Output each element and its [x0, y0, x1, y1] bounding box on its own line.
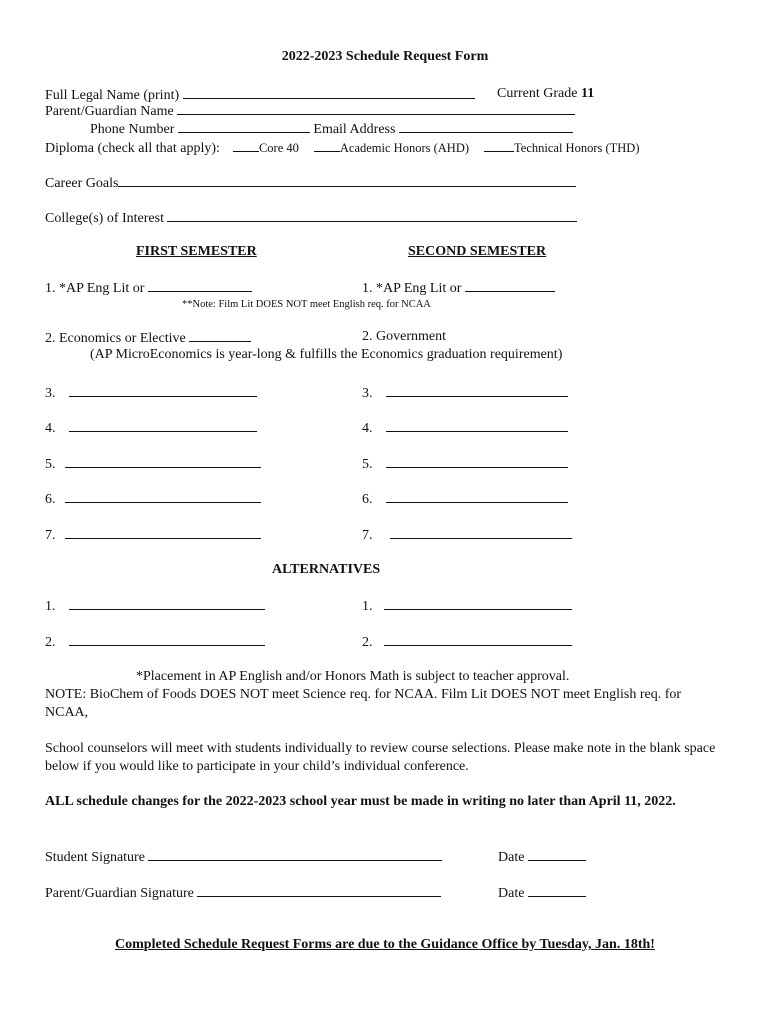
parent-name-row	[45, 101, 575, 121]
student-signature-label: Student Signature	[45, 850, 145, 865]
due-date-footer: Completed Schedule Request Forms are due to the Guidance Office by Tuesday, Jan. 18th!	[115, 937, 655, 952]
parent-name-label: Parent/Guardian Name	[45, 104, 174, 119]
second-course-4-number: 4.	[362, 421, 373, 436]
first-course-5-field[interactable]	[65, 454, 261, 468]
second-semester-heading: SECOND SEMESTER	[408, 244, 547, 259]
first-course-5	[45, 454, 261, 474]
alternative-second-2-field[interactable]	[384, 632, 572, 646]
diploma-option-thd: Technical Honors (THD)	[514, 141, 640, 155]
first-course-1	[45, 278, 252, 298]
first-course-7-field[interactable]	[65, 525, 261, 539]
email-field[interactable]	[399, 119, 573, 133]
first-course-2-label: 2. Economics or Elective	[45, 331, 186, 346]
first-course-4	[45, 418, 257, 438]
second-course-5-number: 5.	[362, 457, 373, 472]
second-course-6-field[interactable]	[386, 489, 568, 503]
full-name-label: Full Legal Name (print)	[45, 88, 180, 103]
diploma-label: Diploma (check all that apply):	[45, 141, 220, 156]
second-course-7-number: 7.	[362, 528, 373, 543]
current-grade-label: Current Grade	[497, 86, 578, 101]
colleges-row	[45, 208, 577, 228]
second-course-6-number: 6.	[362, 492, 373, 507]
alternative-second-1	[362, 596, 572, 616]
diploma-ahd-check[interactable]	[314, 138, 340, 152]
first-course-3	[45, 383, 257, 403]
alternative-second-1-field[interactable]	[384, 596, 572, 610]
career-goals-label: Career Goals	[45, 176, 119, 191]
student-signature-row	[45, 847, 442, 867]
second-course-3-number: 3.	[362, 386, 373, 401]
parent-signature-row	[45, 883, 441, 903]
second-course-1-field[interactable]	[465, 278, 555, 292]
first-course-2-field[interactable]	[189, 328, 251, 342]
second-course-5	[362, 454, 568, 474]
first-course-7	[45, 525, 261, 545]
parent-date-field[interactable]	[528, 883, 586, 897]
counselor-note: School counselors will meet with students individually to review course selections. Please make note in the blank space below if you would like to participate in your child’s individual conference.	[45, 741, 716, 774]
alternative-first-2-field[interactable]	[69, 632, 265, 646]
second-course-7-field[interactable]	[390, 525, 572, 539]
second-course-7	[362, 525, 572, 545]
first-course-4-field[interactable]	[69, 418, 257, 432]
economics-note: (AP MicroEconomics is year-long & fulfills the Economics graduation requirement)	[90, 347, 563, 362]
first-course-6-field[interactable]	[65, 489, 261, 503]
deadline-note: ALL schedule changes for the 2022-2023 school year must be made in writing no later than April 11, 2022.	[45, 794, 676, 809]
phone-label: Phone Number	[90, 122, 175, 137]
first-course-3-number: 3.	[45, 386, 56, 401]
first-course-1-label: 1. *AP Eng Lit or	[45, 281, 145, 296]
alternative-second-1-number: 1.	[362, 599, 373, 614]
student-date-row	[498, 847, 586, 867]
second-course-4-field[interactable]	[386, 418, 568, 432]
diploma-option-ahd: Academic Honors (AHD)	[339, 141, 470, 155]
first-course-6-number: 6.	[45, 492, 56, 507]
parent-date-row	[498, 883, 586, 903]
alternative-first-1-field[interactable]	[69, 596, 265, 610]
first-course-5-number: 5.	[45, 457, 56, 472]
student-date-field[interactable]	[528, 847, 586, 861]
first-course-7-number: 7.	[45, 528, 56, 543]
form-title: 2022-2023 Schedule Request Form	[281, 49, 489, 64]
second-course-1	[362, 278, 555, 298]
parent-signature-field[interactable]	[197, 883, 441, 897]
second-course-6	[362, 489, 568, 509]
current-grade-value: 11	[580, 86, 595, 101]
colleges-label: College(s) of Interest	[45, 211, 164, 226]
first-course-6	[45, 489, 261, 509]
career-goals-row	[45, 173, 576, 193]
alternative-first-2-number: 2.	[45, 635, 56, 650]
first-semester-heading: FIRST SEMESTER	[136, 244, 257, 259]
phone-field[interactable]	[178, 119, 310, 133]
parent-signature-label: Parent/Guardian Signature	[45, 886, 194, 901]
placement-note: *Placement in AP English and/or Honors Math is subject to teacher approval.	[136, 669, 570, 684]
second-course-3	[362, 383, 568, 403]
alternative-first-1-number: 1.	[45, 599, 56, 614]
second-course-3-field[interactable]	[386, 383, 568, 397]
diploma-option-core40: Core 40	[258, 141, 299, 155]
student-date-label: Date	[498, 850, 525, 865]
career-goals-field[interactable]	[118, 173, 576, 187]
diploma-row	[45, 138, 640, 158]
student-signature-field[interactable]	[148, 847, 442, 861]
full-name-field[interactable]	[183, 85, 475, 99]
first-course-4-number: 4.	[45, 421, 56, 436]
colleges-field[interactable]	[167, 208, 577, 222]
film-lit-note: **Note: Film Lit DOES NOT meet English req. for NCAA	[182, 299, 431, 310]
email-label: Email Address	[313, 122, 396, 137]
alternative-second-2	[362, 632, 572, 652]
first-course-1-field[interactable]	[148, 278, 252, 292]
second-course-5-field[interactable]	[386, 454, 568, 468]
alternative-second-2-number: 2.	[362, 635, 373, 650]
first-course-3-field[interactable]	[69, 383, 257, 397]
parent-date-label: Date	[498, 886, 525, 901]
alternative-first-2	[45, 632, 265, 652]
alternative-first-1	[45, 596, 265, 616]
second-course-4	[362, 418, 568, 438]
second-course-1-label: 1. *AP Eng Lit or	[362, 281, 462, 296]
second-course-2: 2. Government	[362, 329, 446, 344]
ncaa-note: NOTE: BioChem of Foods DOES NOT meet Science req. for NCAA. Film Lit DOES NOT meet English req. for NCAA,	[45, 687, 682, 720]
phone-row	[90, 119, 573, 139]
first-course-2	[45, 328, 251, 348]
diploma-core40-check[interactable]	[233, 138, 259, 152]
parent-name-field[interactable]	[177, 101, 575, 115]
alternatives-heading: ALTERNATIVES	[272, 562, 381, 577]
diploma-thd-check[interactable]	[484, 138, 514, 152]
